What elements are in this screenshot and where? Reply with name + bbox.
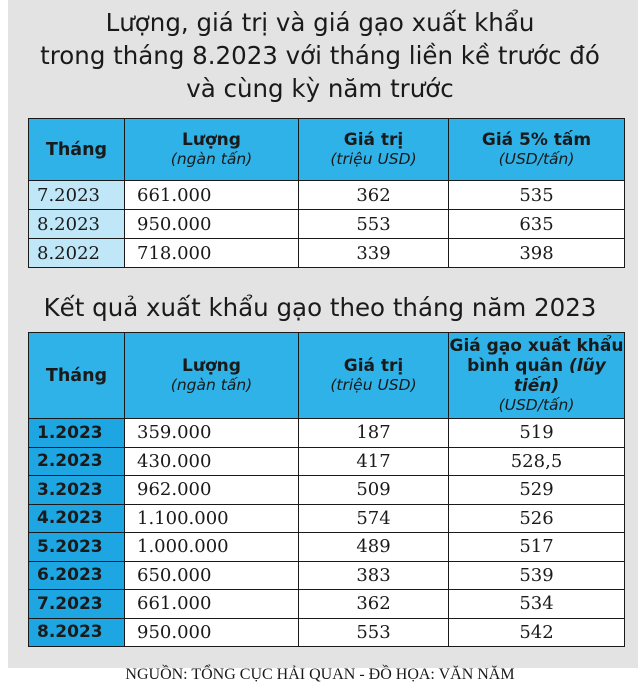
month-cell: 5.2023 [29,533,125,562]
table-row [29,181,625,210]
price-cell: 535 [449,181,625,210]
table2-header-price-unit: (USD/tấn) [498,396,575,414]
volume-cell: 962.000 [125,476,299,505]
table2-header-value [299,333,449,419]
volume-cell: 950.000 [125,210,299,239]
table2-header-price-line1: Giá gạo xuất khẩu [449,336,624,356]
table1-header-volume [125,119,299,181]
table-row [29,210,625,239]
price-cell: 526 [449,504,625,533]
volume-cell: 661.000 [125,181,299,210]
value-cell: 553 [299,618,449,647]
price-cell: 517 [449,533,625,562]
table-row [29,419,625,448]
table-row [29,239,625,268]
table2-header-volume [125,333,299,419]
volume-cell: 430.000 [125,447,299,476]
table1 [28,118,625,268]
month-cell: 1.2023 [29,419,125,448]
table1-header-volume-unit: (ngàn tấn) [170,150,253,168]
table1-header-value-unit: (triệu USD) [330,150,417,168]
table1-title [0,6,640,105]
table1-header-price-unit: (USD/tấn) [498,150,575,168]
table1-header-value [299,119,449,181]
price-cell: 534 [449,590,625,619]
month-cell: 8.2023 [29,210,125,239]
volume-cell: 1.000.000 [125,533,299,562]
source-credit: NGUỒN: TỔNG CỤC HẢI QUAN - ĐỒ HỌA: VĂN NĂM [125,666,515,683]
price-cell: 542 [449,618,625,647]
table1-header-volume-label: Lượng [182,130,241,150]
table1-header-price [449,119,625,181]
month-cell: 8.2023 [29,618,125,647]
table2-header-volume-label: Lượng [182,356,241,376]
table-row [29,447,625,476]
value-cell: 509 [299,476,449,505]
table-row [29,561,625,590]
price-cell: 519 [449,419,625,448]
table2-header-price-line2 [449,356,624,396]
table-row [29,618,625,647]
table-row [29,504,625,533]
table-row [29,533,625,562]
value-cell: 339 [299,239,449,268]
month-cell: 2.2023 [29,447,125,476]
value-cell: 417 [299,447,449,476]
price-cell: 528,5 [449,447,625,476]
price-cell: 398 [449,239,625,268]
price-cell: 529 [449,476,625,505]
volume-cell: 359.000 [125,419,299,448]
table2-header-month: Tháng [29,333,125,419]
value-cell: 553 [299,210,449,239]
volume-cell: 661.000 [125,590,299,619]
month-cell: 4.2023 [29,504,125,533]
volume-cell: 718.000 [125,239,299,268]
month-cell: 7.2023 [29,590,125,619]
table1-title-line-1: Lượng, giá trị và giá gạo xuất khẩu [105,8,535,37]
price-cell: 635 [449,210,625,239]
volume-cell: 1.100.000 [125,504,299,533]
table-row [29,476,625,505]
table1-title-line-2: trong tháng 8.2023 với tháng liền kề trước đó [40,41,600,70]
table2 [28,332,625,647]
value-cell: 362 [299,181,449,210]
month-cell: 7.2023 [29,181,125,210]
table1-title-line-3: và cùng kỳ năm trước [186,74,454,103]
table2-header-row [29,333,625,419]
price-cell: 539 [449,561,625,590]
value-cell: 489 [299,533,449,562]
table2-title: Kết quả xuất khẩu gạo theo tháng năm 2023 [43,293,597,322]
table1-header-row [29,119,625,181]
value-cell: 383 [299,561,449,590]
table-row [29,590,625,619]
table2-header-price [449,333,625,419]
month-cell: 8.2022 [29,239,125,268]
table1-header-price-label: Giá 5% tấm [481,130,592,150]
table2-header-price-line2-italic: (lũy tiến) [513,356,606,396]
value-cell: 362 [299,590,449,619]
table2-header-value-label: Giá trị [343,356,404,376]
table2-header-value-unit: (triệu USD) [330,376,417,394]
month-cell: 3.2023 [29,476,125,505]
month-cell: 6.2023 [29,561,125,590]
value-cell: 574 [299,504,449,533]
volume-cell: 650.000 [125,561,299,590]
table2-header-price-line2-text: bình quân [467,356,564,376]
table2-header-volume-unit: (ngàn tấn) [170,376,253,394]
table1-header-value-label: Giá trị [343,130,404,150]
volume-cell: 950.000 [125,618,299,647]
value-cell: 187 [299,419,449,448]
table1-header-month: Tháng [29,119,125,181]
